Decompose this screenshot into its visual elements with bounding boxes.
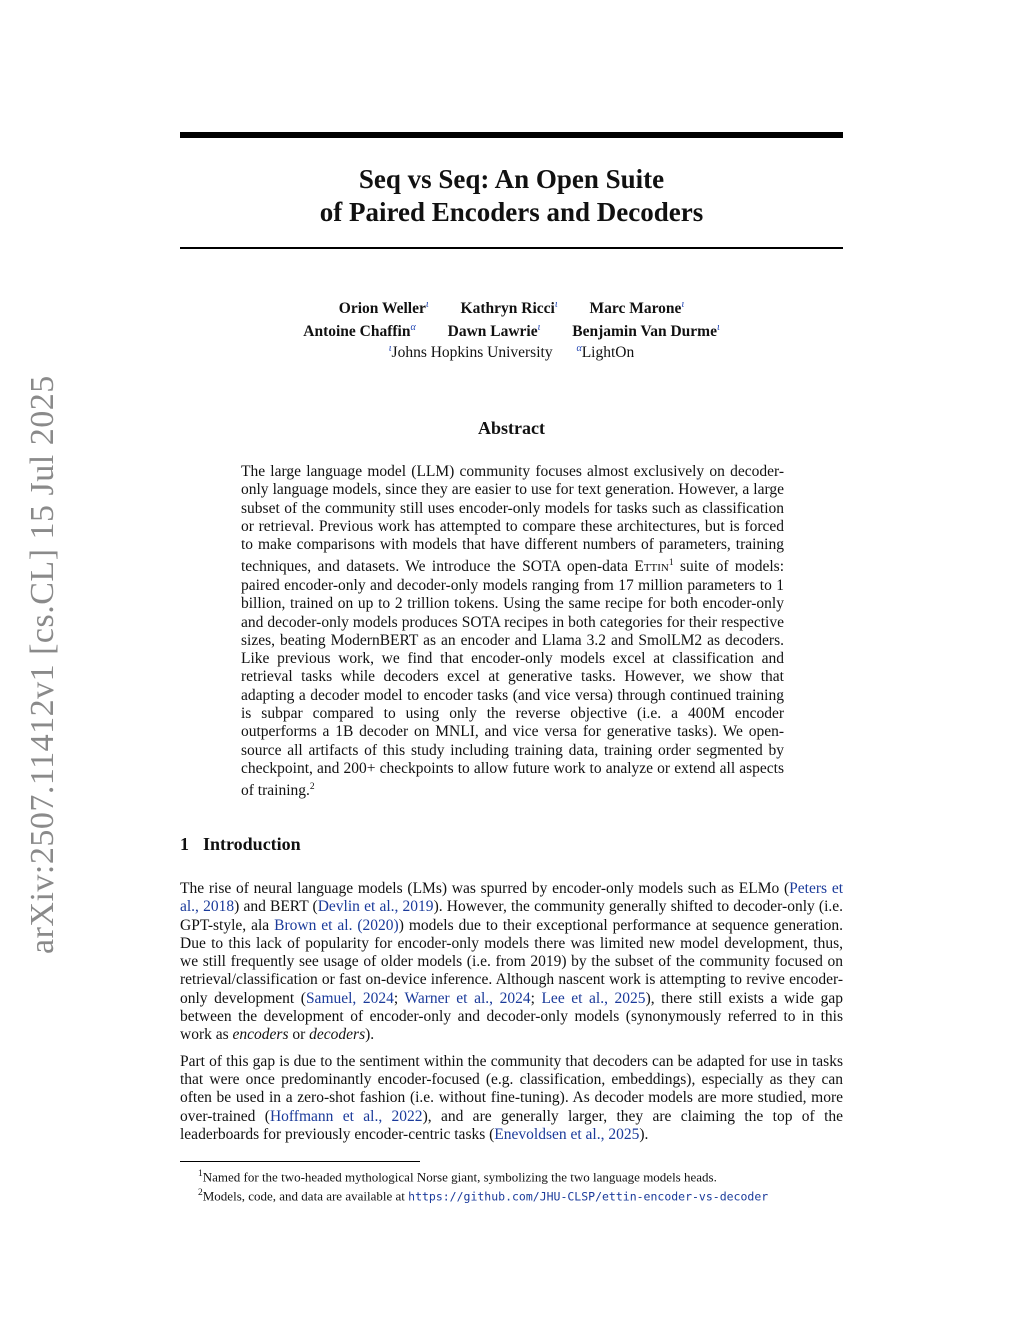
affiliation-jhu: $^\iota$Johns Hopkins University	[388, 343, 553, 362]
affiliation-mark: ι	[716, 322, 720, 334]
author-name: Marc Marone$^\iota$	[589, 299, 685, 318]
affiliation-lighton: $^\alpha$LightOn	[576, 343, 635, 362]
citation-link[interactable]: Enevoldsen et al., 2025	[494, 1125, 640, 1143]
abstract-body: The large language model (LLM) community focuses almost exclusively on decoder-only language models, since they are easier to use for text generation. However, a large subset of the community still uses encoder-only models for tasks such as classification or retrieval. Previous work has attempted to compare these architectures, but is forced to make comparisons with models that have different numbers of parameters, training techniques, and datasets. We introduce the SOTA open-data Ettin$^1$ suite of models: paired encoder-only and decoder-only models ranging from 17 million parameters to 1 billion, trained on up to 2 trillion tokens. Using the same recipe for both encoder-only and decoder-only models produces SOTA recipes in both categories for their respective sizes, beating ModernBERT as an encoder and Llama 3.2 and SmolLM2 as decoders. Like previous work, we find that encoder-only models excel at classification and retrieval tasks while decoders excel at generative tasks. However, we show that adapting a decoder model to encoder tasks (and vice versa) through continued training is subpar compared to using only the reverse objective (i.e. a 400M encoder outperforms a 1B decoder on MNLI, and vice versa for generative tasks). We open-source all artifacts of this study including training data, training order segmented by checkpoint, and 200+ checkpoints to allow future work to analyze or extend all aspects of training.$^2$	[241, 463, 784, 800]
title-rule-top	[180, 132, 843, 138]
affiliation-mark: ι	[681, 299, 685, 310]
author-name: Antoine Chaffin$^\alpha$	[303, 322, 416, 341]
arxiv-stamp: arXiv:2507.11412v1 [cs.CL] 15 Jul 2025	[24, 375, 61, 955]
footnote-ref-2[interactable]: 2	[309, 782, 315, 793]
footnote-2: $^2$Models, code, and data are available at https://github.com/JHU-CLSP/ettin-encoder-vs-decoder	[198, 1188, 769, 1204]
author-name: Orion Weller$^\iota$	[338, 299, 429, 318]
citation-link[interactable]: Peters et al., 2018	[180, 880, 844, 916]
github-url-link[interactable]: https://github.com/JHU-CLSP/ettin-encoder-vs-decoder	[408, 1189, 769, 1204]
citation-link[interactable]: Devlin et al., 2019	[317, 898, 434, 916]
introduction-body	[180, 880, 843, 1152]
author-list	[180, 295, 843, 341]
citation-link[interactable]: Samuel, 2024	[305, 989, 394, 1007]
footnotes	[180, 1166, 843, 1206]
paragraph: Part of this gap is due to the sentiment within the community that decoders can be adapted for use in tasks that were once predominantly encoder-focused (e.g. classification, embeddings), especially as they can often be used in a zero-shot fashion (i.e. without fine-tuning). As decoder models are more studied, more over-trained (Hoffmann et al., 2022), and are generally larger, they are claiming the top of the leaderboards for previously encoder-centric tasks (Enevoldsen et al., 2025).	[180, 1052, 844, 1143]
affiliation-mark: ι	[537, 322, 541, 334]
ettin-name: Ettin	[634, 558, 669, 576]
citation-link[interactable]: Warner et al., 2024	[404, 989, 531, 1007]
footnote-ref-1[interactable]: 1	[668, 558, 674, 569]
author-row-1	[180, 295, 843, 318]
author-row-2	[180, 318, 843, 341]
citation-link[interactable]: Lee et al., 2025	[541, 989, 646, 1007]
paragraph: The rise of neural language models (LMs) was spurred by encoder-only models such as ELMo (Peters et al., 2018) and BERT (Devlin et al., 2019). However, the community generally shifted to decoder-only (i.e. GPT-style, ala Brown et al. (2020)) models due to their exceptional performance at sequence generation. Due to this lack of popularity for encoder-only models there was limited new model development, thus, we still frequently see usage of older models (i.e. from 2019) by the subset of the community focused on retrieval/classification or fast on-device inference. Although nascent work is attempting to revive encoder-only development (Samuel, 2024; Warner et al., 2024; Lee et al., 2025), there still exists a wide gap between the development of encoder-only and decoder-only models (synonymously referred to in this work as encoders or decoders).	[180, 880, 844, 1044]
title-rule-bottom	[180, 247, 843, 249]
footnote-1: $^1$Named for the two-headed mythological Norse giant, symbolizing the two language models heads.	[198, 1169, 717, 1185]
affiliation-mark: ι	[554, 299, 558, 310]
paper-title	[180, 163, 843, 229]
footnote-divider	[180, 1161, 420, 1162]
abstract-heading: Abstract	[478, 418, 545, 438]
author-name: Dawn Lawrie$^\iota$	[447, 322, 541, 341]
affiliation-mark: α	[410, 322, 416, 334]
affiliations	[180, 343, 843, 362]
title-line-1: Seq vs Seq: An Open Suite	[358, 164, 665, 194]
author-name: Kathryn Ricci$^\iota$	[460, 299, 558, 318]
section-heading-introduction: 1 Introduction	[180, 834, 301, 854]
author-name: Benjamin Van Durme$^\iota$	[572, 322, 720, 341]
affiliation-mark: ι	[425, 299, 429, 310]
citation-link[interactable]: Brown et al. (2020)	[274, 916, 399, 934]
title-line-2: of Paired Encoders and Decoders	[319, 197, 704, 227]
citation-link[interactable]: Hoffmann et al., 2022	[269, 1107, 423, 1125]
